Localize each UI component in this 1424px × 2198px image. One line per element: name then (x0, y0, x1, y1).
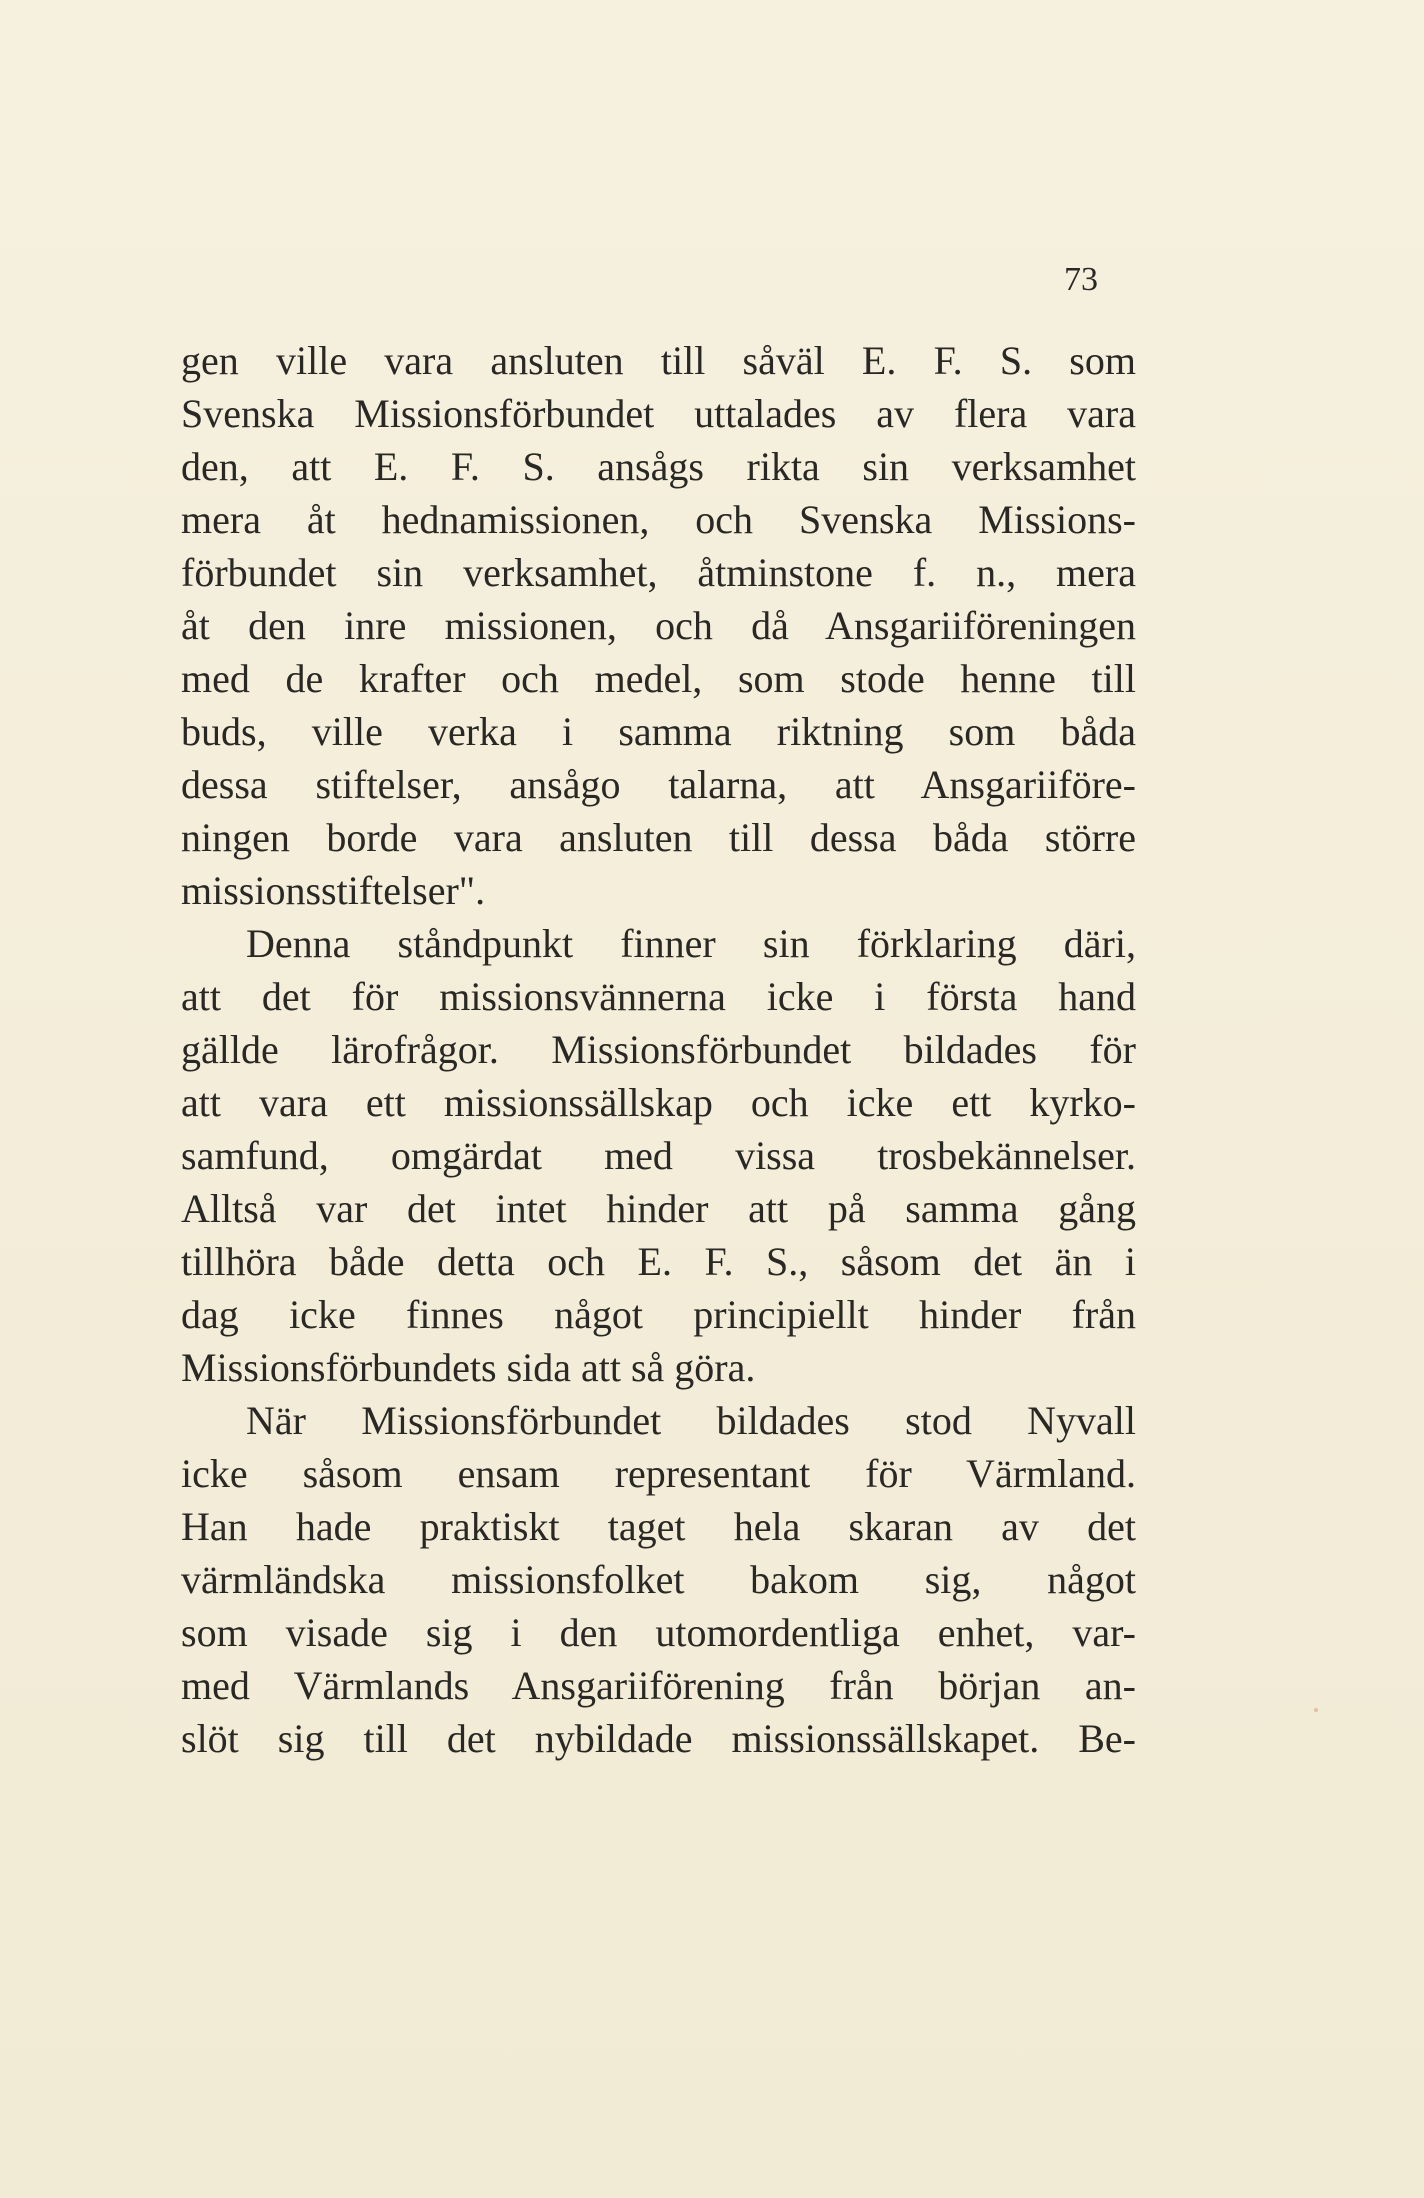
text-line: den, att E. F. S. ansågs rikta sin verksamhet (181, 444, 1136, 489)
text-line: med de krafter och medel, som stode henne till (181, 656, 1136, 701)
text-line: gällde lärofrågor. Missionsförbundet bildades för (181, 1027, 1136, 1072)
text-line: att vara ett missionssällskap och icke ett kyrko- (181, 1080, 1136, 1125)
text-line: ningen borde vara ansluten till dessa båda större (181, 815, 1136, 860)
text-line: som visade sig i den utomordentliga enhet, var- (181, 1610, 1136, 1655)
text-line: gen ville vara ansluten till såväl E. F. S. som (181, 338, 1136, 383)
body-text (181, 334, 1136, 1765)
text-line: tillhöra både detta och E. F. S., såsom det än i (181, 1239, 1136, 1284)
text-line: buds, ville verka i samma riktning som båda (181, 709, 1136, 754)
text-line: missionsstiftelser". (181, 868, 486, 913)
text-line: dessa stiftelser, ansågo talarna, att Ansgariiföre- (181, 762, 1136, 807)
text-line: åt den inre missionen, och då Ansgariiföreningen (181, 603, 1136, 648)
text-line: slöt sig till det nybildade missionssällskapet. Be- (181, 1716, 1136, 1761)
text-line: När Missionsförbundet bildades stod Nyvall (246, 1398, 1136, 1443)
text-line: värmländska missionsfolket bakom sig, något (181, 1557, 1136, 1602)
page-number: 73 (1064, 261, 1098, 298)
text-line: Alltså var det intet hinder att på samma gång (181, 1186, 1136, 1231)
text-line: förbundet sin verksamhet, åtminstone f. n., mera (181, 550, 1136, 595)
text-line: samfund, omgärdat med vissa trosbekännelser. (181, 1133, 1136, 1178)
text-line: icke såsom ensam representant för Värmland. (181, 1451, 1136, 1496)
text-line: Missionsförbundets sida att så göra. (181, 1345, 756, 1390)
text-line: med Värmlands Ansgariiförening från början an- (181, 1663, 1136, 1708)
text-line: Han hade praktiskt taget hela skaran av det (181, 1504, 1136, 1549)
text-line: Denna ståndpunkt finner sin förklaring däri, (246, 921, 1136, 966)
text-line: att det för missionsvännerna icke i första hand (181, 974, 1136, 1019)
text-line: mera åt hednamissionen, och Svenska Missions- (181, 497, 1136, 542)
text-line: Svenska Missionsförbundet uttalades av flera vara (181, 391, 1136, 436)
paper-speck (1314, 1708, 1318, 1712)
text-line: dag icke finnes något principiellt hinder från (181, 1292, 1136, 1337)
